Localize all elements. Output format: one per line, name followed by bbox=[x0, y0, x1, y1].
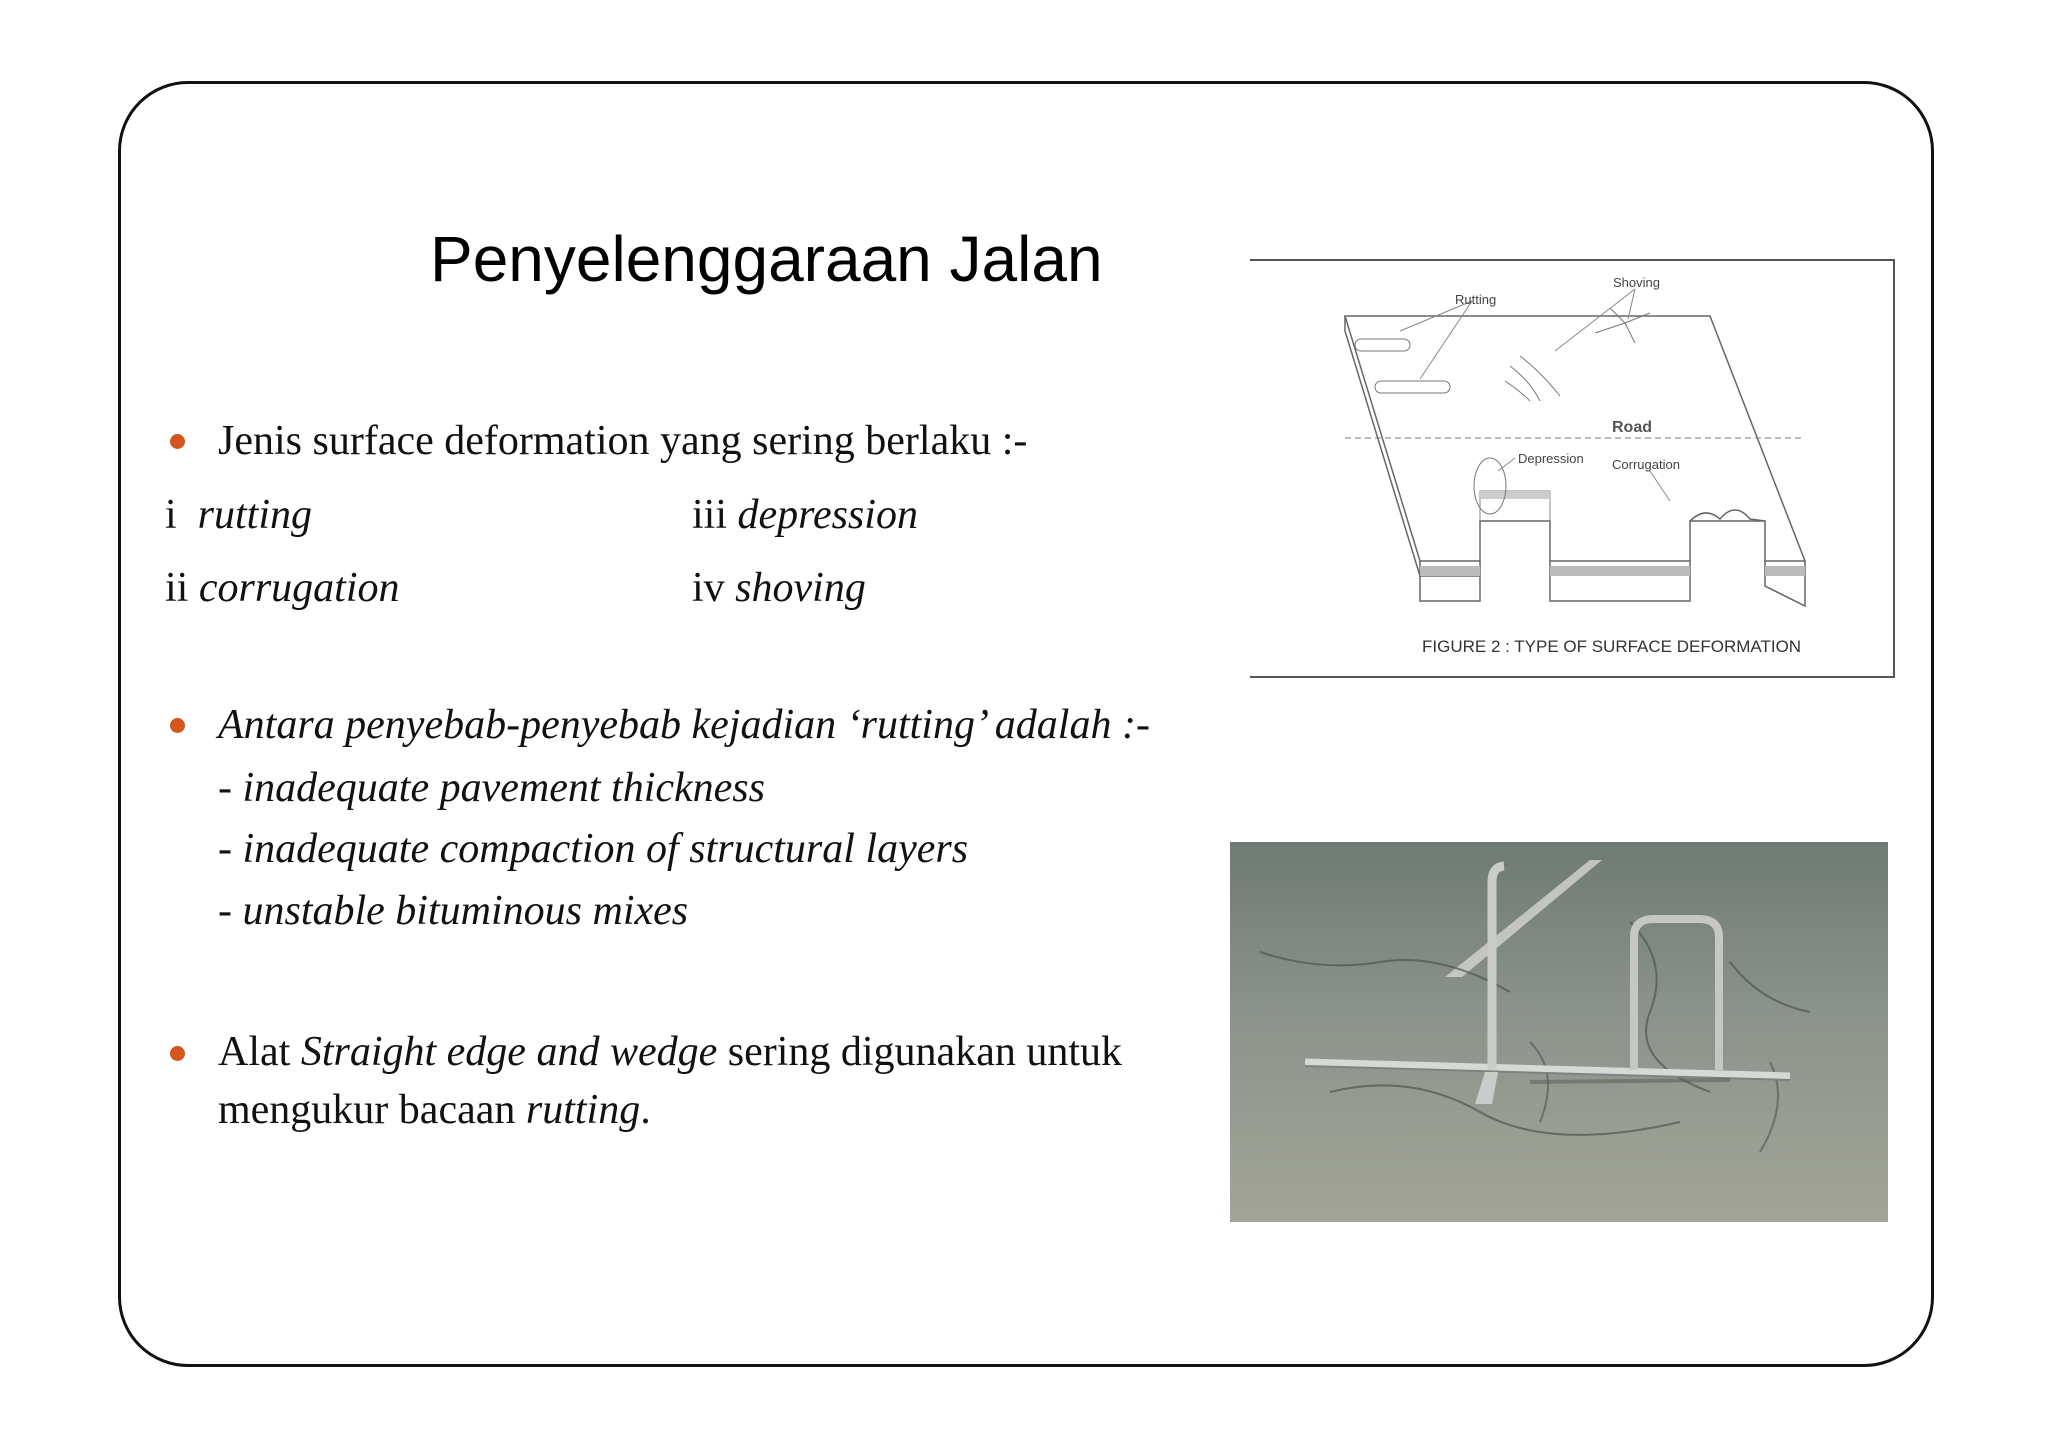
rutting-causes-heading: Antara penyebab-penyebab kejadian ‘rutting’ adalah :- bbox=[218, 702, 1150, 748]
tool-sentence-line2 bbox=[218, 1085, 651, 1135]
list-item-rutting bbox=[165, 490, 312, 540]
list-item-corrugation bbox=[165, 563, 400, 613]
item-term: depression bbox=[737, 492, 918, 538]
deformation-diagram bbox=[1250, 259, 1895, 678]
tool-text-prefix: Alat bbox=[218, 1029, 301, 1075]
item-term: corrugation bbox=[198, 565, 400, 611]
label-depression: Depression bbox=[1518, 451, 1584, 466]
list-item-depression bbox=[692, 490, 918, 540]
figure-caption: FIGURE 2 : TYPE OF SURFACE DEFORMATION bbox=[1422, 637, 1802, 656]
cause-item: - inadequate compaction of structural layers bbox=[218, 826, 969, 872]
tool-name: Straight edge and wedge bbox=[300, 1029, 718, 1075]
tool-line2-prefix: mengukur bacaan bbox=[218, 1087, 526, 1133]
label-shoving: Shoving bbox=[1613, 275, 1660, 290]
tool-line2-term: rutting bbox=[525, 1087, 641, 1133]
item-term: shoving bbox=[735, 565, 866, 611]
tool-sentence-line1 bbox=[218, 1027, 1122, 1077]
straight-edge-photo-svg bbox=[1230, 842, 1888, 1222]
label-rutting: Rutting bbox=[1455, 292, 1497, 307]
item-number: iv bbox=[692, 565, 725, 611]
bullet-dot bbox=[170, 718, 185, 733]
list-item-shoving bbox=[692, 563, 866, 613]
bullet-text-deformation-types: Jenis surface deformation yang sering berlaku :- bbox=[218, 418, 1028, 464]
page-title: Penyelenggaraan Jalan bbox=[430, 223, 1103, 295]
straight-edge-photo bbox=[1230, 842, 1888, 1222]
item-number: ii bbox=[165, 565, 189, 611]
cause-item: - inadequate pavement thickness bbox=[218, 765, 765, 811]
label-corrugation: Corrugation bbox=[1612, 457, 1680, 472]
item-term: rutting bbox=[197, 492, 313, 538]
deformation-diagram-svg bbox=[1250, 261, 1895, 680]
cause-item: - unstable bituminous mixes bbox=[218, 888, 689, 934]
label-road: Road bbox=[1612, 419, 1652, 436]
tool-text-suffix: sering digunakan untuk bbox=[717, 1029, 1123, 1075]
item-number: i bbox=[165, 492, 177, 538]
bullet-dot bbox=[170, 434, 185, 449]
tool-line2-suffix: . bbox=[640, 1087, 651, 1133]
item-number: iii bbox=[692, 492, 728, 538]
bullet-dot bbox=[170, 1046, 185, 1061]
